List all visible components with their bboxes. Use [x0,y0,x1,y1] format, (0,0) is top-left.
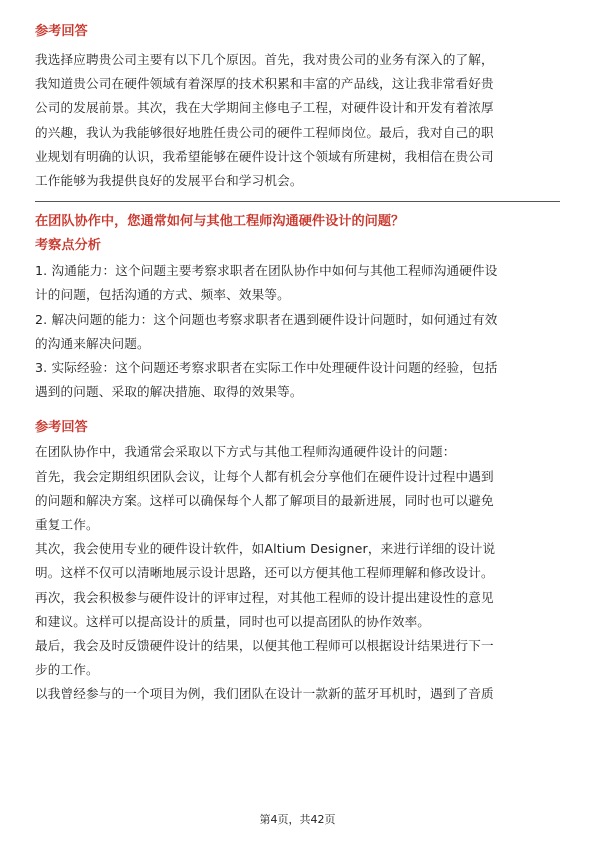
text-line: 在团队协作中，我通常会采取以下方式与其他工程师沟通硬件设计的问题： [35,444,456,460]
answer-paragraph-1 [35,48,562,193]
text-line: 2. 解决问题的能力：这个问题也考察求职者在遇到硬件设计问题时，如何通过有效 [35,311,498,327]
text-line: 以我曾经参与的一个项目为例，我们团队在设计一款新的蓝牙耳机时，遇到了音质 [35,686,494,702]
text-line: 遇到的问题、采取的解决措施、取得的效果等。 [35,384,303,400]
text-line: 首先，我会定期组织团队会议，让每个人都有机会分享他们在硬件设计过程中遇到 [35,468,494,484]
analysis-paragraph [35,259,562,404]
text-line: 我知道贵公司在硬件领域有着深厚的技术积累和丰富的产品线，这让我非常看好贵 [35,76,494,92]
answer-heading-2: 参考回答 [35,420,88,436]
text-line: 业规划有明确的认识，我希望能够在硬件设计这个领域有所建树，我相信在贵公司 [35,148,494,164]
page-number: 第4页，共42页 [259,813,336,826]
document-page [35,22,562,707]
text-line: 公司的发展前景。其次，我在大学期间主修电子工程，对硬件设计和开发有着浓厚 [35,100,494,116]
text-line: 的兴趣，我认为我能够很好地胜任贵公司的硬件工程师岗位。最后，我对自己的职 [35,124,494,140]
text-line: 的问题和解决方案。这样可以确保每个人都了解项目的最新进展，同时也可以避免 [35,492,494,508]
analysis-heading: 考察点分析 [35,238,101,254]
text-line: 明。这样不仅可以清晰地展示设计思路，还可以方便其他工程师理解和修改设计。 [35,565,494,581]
section-divider [35,201,560,202]
text-line: 我选择应聘贵公司主要有以下几个原因。首先，我对贵公司的业务有深入的了解， [35,52,494,67]
text-line: 其次，我会使用专业的硬件设计软件，如Altium Designer，来进行详细的设计说 [35,541,496,557]
text-line: 重复工作。 [35,517,99,533]
text-line: 步的工作。 [35,662,99,678]
text-line: 再次，我会积极参与硬件设计的评审过程，对其他工程师的设计提出建设性的意见 [35,589,494,605]
text-line: 1. 沟通能力：这个问题主要考察求职者在团队协作中如何与其他工程师沟通硬件设 [35,263,498,279]
text-line: 工作能够为我提供良好的发展平台和学习机会。 [35,173,303,189]
text-line: 计的问题，包括沟通的方式、频率、效果等。 [35,287,290,303]
question-heading: 在团队协作中，您通常如何与其他工程师沟通硬件设计的问题？ [35,214,405,230]
answer-paragraph-2 [35,440,562,706]
text-line: 的沟通来解决问题。 [35,335,150,351]
text-line: 最后，我会及时反馈硬件设计的结果，以便其他工程师可以根据设计结果进行下一 [35,638,494,654]
text-line: 和建议。这样可以提高设计的质量，同时也可以提高团队的协作效率。 [35,613,431,629]
answer-heading-1: 参考回答 [35,24,88,39]
text-line: 3. 实际经验：这个问题还考察求职者在实际工作中处理硬件设计问题的经验，包括 [35,360,498,376]
